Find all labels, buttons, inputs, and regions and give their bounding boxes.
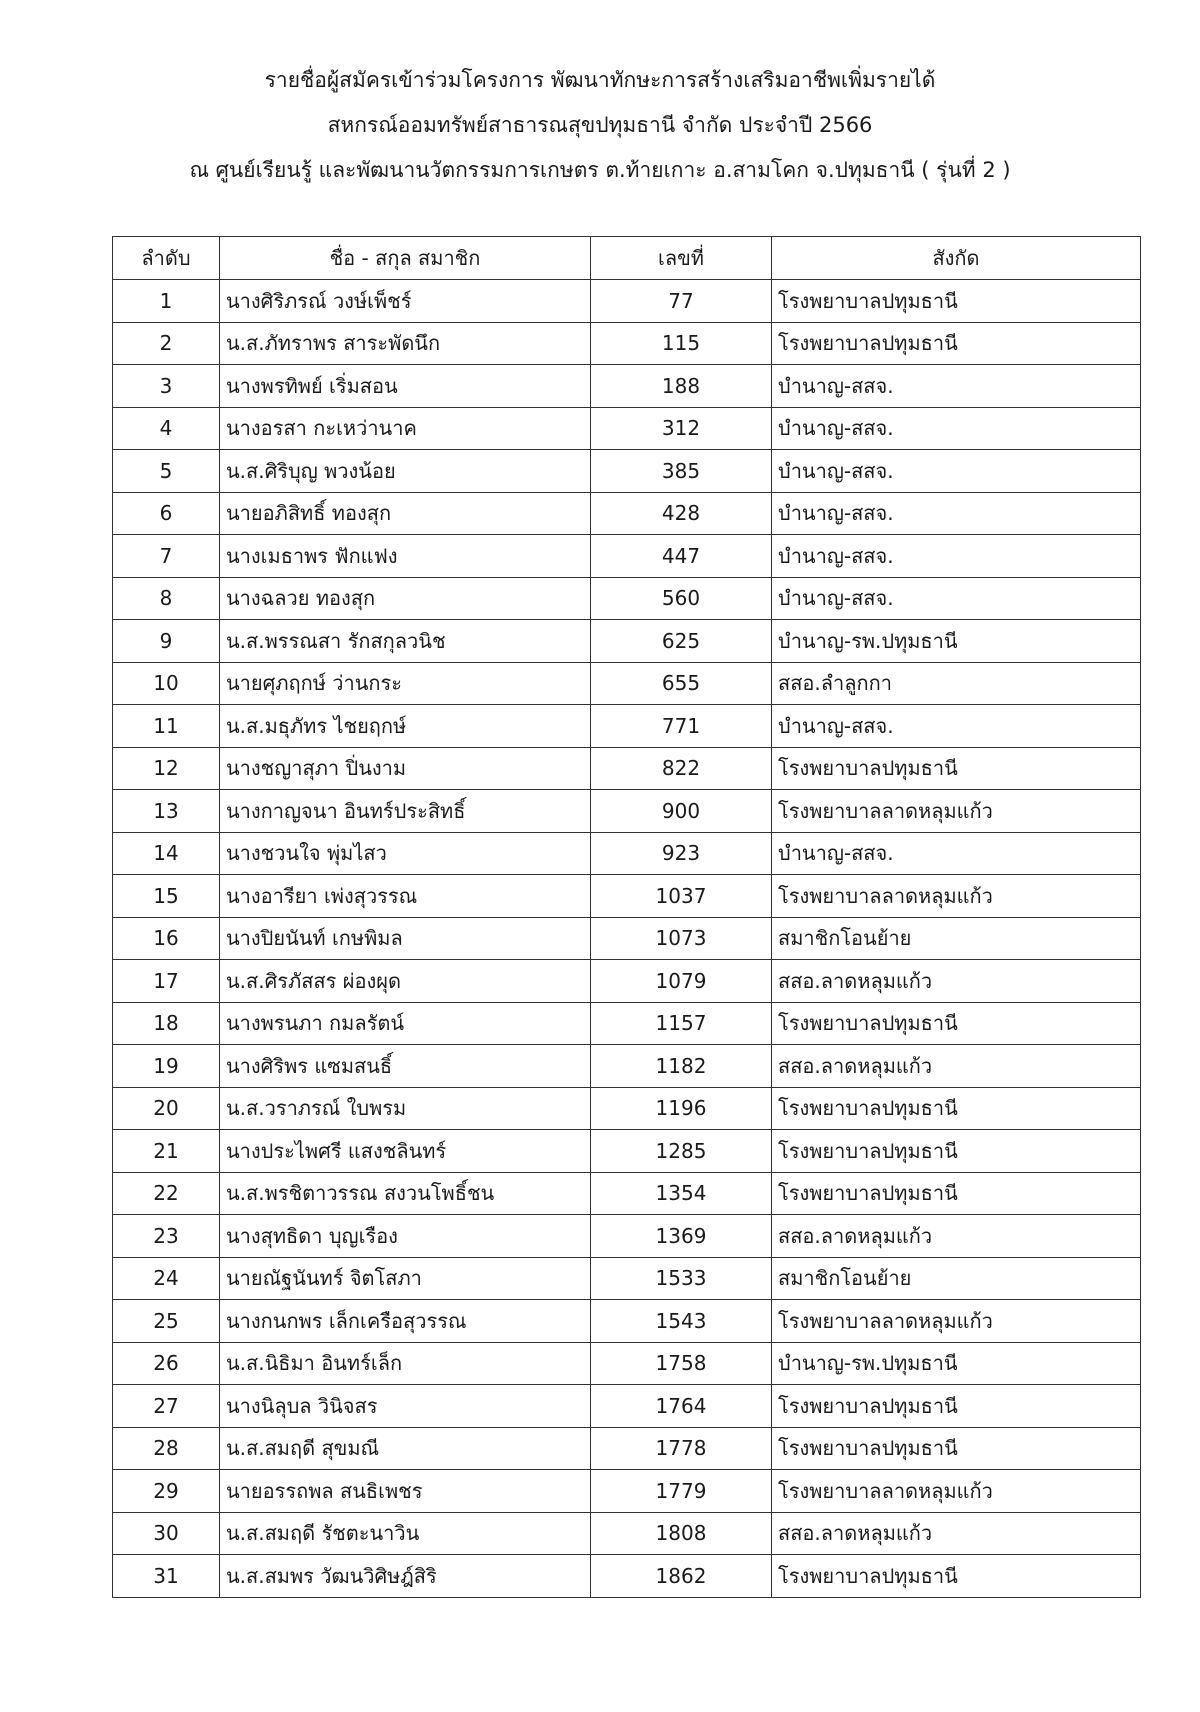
table-row xyxy=(113,1257,1141,1300)
document-header xyxy=(0,58,1200,193)
member-name: นายอภิสิทธิ์ ทองสุก xyxy=(220,492,591,535)
member-number: 1764 xyxy=(591,1385,772,1428)
row-order: 4 xyxy=(113,407,220,450)
row-order: 12 xyxy=(113,747,220,790)
member-affiliation: โรงพยาบาลปทุมธานี xyxy=(772,747,1141,790)
table-row xyxy=(113,1555,1141,1598)
member-affiliation: บำนาญ-สสจ. xyxy=(772,492,1141,535)
row-order: 31 xyxy=(113,1555,220,1598)
member-name: นายอรรถพล สนธิเพชร xyxy=(220,1470,591,1513)
row-order: 29 xyxy=(113,1470,220,1513)
row-order: 5 xyxy=(113,450,220,493)
row-order: 20 xyxy=(113,1087,220,1130)
table-row xyxy=(113,1427,1141,1470)
table-row xyxy=(113,1300,1141,1343)
member-affiliation: สสอ.ลาดหลุมแก้ว xyxy=(772,1045,1141,1088)
member-number: 1779 xyxy=(591,1470,772,1513)
table-row xyxy=(113,620,1141,663)
member-number: 1037 xyxy=(591,875,772,918)
row-order: 28 xyxy=(113,1427,220,1470)
member-number: 188 xyxy=(591,365,772,408)
member-name: น.ส.ภัทราพร สาระพัดนึก xyxy=(220,322,591,365)
member-affiliation: โรงพยาบาลลาดหลุมแก้ว xyxy=(772,1470,1141,1513)
row-order: 16 xyxy=(113,917,220,960)
table-row xyxy=(113,662,1141,705)
member-affiliation: โรงพยาบาลปทุมธานี xyxy=(772,1555,1141,1598)
member-number: 385 xyxy=(591,450,772,493)
member-name: นายณัฐนันทร์ จิตโสภา xyxy=(220,1257,591,1300)
member-name: นายศุภฤกษ์ ว่านกระ xyxy=(220,662,591,705)
row-order: 11 xyxy=(113,705,220,748)
table-row xyxy=(113,1087,1141,1130)
member-name: น.ส.พรรณสา รักสกุลวนิช xyxy=(220,620,591,663)
member-affiliation: บำนาญ-สสจ. xyxy=(772,535,1141,578)
member-affiliation: สสอ.ลาดหลุมแก้ว xyxy=(772,1215,1141,1258)
member-affiliation: บำนาญ-สสจ. xyxy=(772,832,1141,875)
row-order: 9 xyxy=(113,620,220,663)
row-order: 17 xyxy=(113,960,220,1003)
member-affiliation: โรงพยาบาลปทุมธานี xyxy=(772,1002,1141,1045)
row-order: 8 xyxy=(113,577,220,620)
row-order: 7 xyxy=(113,535,220,578)
row-order: 21 xyxy=(113,1130,220,1173)
member-number: 1182 xyxy=(591,1045,772,1088)
row-order: 15 xyxy=(113,875,220,918)
header-member-number: เลขที่ xyxy=(591,237,772,280)
member-affiliation: บำนาญ-รพ.ปทุมธานี xyxy=(772,1342,1141,1385)
member-affiliation: โรงพยาบาลปทุมธานี xyxy=(772,322,1141,365)
table-row xyxy=(113,705,1141,748)
member-number: 447 xyxy=(591,535,772,578)
member-number: 1778 xyxy=(591,1427,772,1470)
table-row xyxy=(113,450,1141,493)
table-header-row xyxy=(113,237,1141,280)
member-affiliation: โรงพยาบาลปทุมธานี xyxy=(772,1130,1141,1173)
member-number: 1758 xyxy=(591,1342,772,1385)
table-row xyxy=(113,917,1141,960)
member-number: 312 xyxy=(591,407,772,450)
table-row xyxy=(113,407,1141,450)
member-name: น.ส.สมฤดี รัชตะนาวิน xyxy=(220,1512,591,1555)
table-row xyxy=(113,1512,1141,1555)
member-number: 900 xyxy=(591,790,772,833)
member-table xyxy=(112,236,1141,1598)
member-name: นางเมธาพร ฟักแฟง xyxy=(220,535,591,578)
member-number: 1808 xyxy=(591,1512,772,1555)
member-name: นางกนกพร เล็กเครือสุวรรณ xyxy=(220,1300,591,1343)
member-name: นางศิริพร แซมสนธิ์ xyxy=(220,1045,591,1088)
table-row xyxy=(113,535,1141,578)
member-number: 1196 xyxy=(591,1087,772,1130)
member-name: น.ส.ศิรภัสสร ผ่องผุด xyxy=(220,960,591,1003)
member-number: 1369 xyxy=(591,1215,772,1258)
member-number: 115 xyxy=(591,322,772,365)
member-name: นางชวนใจ พุ่มไสว xyxy=(220,832,591,875)
header-name: ชื่อ - สกุล สมาชิก xyxy=(220,237,591,280)
member-affiliation: สมาชิกโอนย้าย xyxy=(772,917,1141,960)
member-number: 428 xyxy=(591,492,772,535)
member-number: 1285 xyxy=(591,1130,772,1173)
member-name: น.ส.สมฤดี สุขมณี xyxy=(220,1427,591,1470)
row-order: 1 xyxy=(113,280,220,323)
member-affiliation: โรงพยาบาลปทุมธานี xyxy=(772,1427,1141,1470)
table-row xyxy=(113,280,1141,323)
title-line-3: ณ ศูนย์เรียนรู้ และพัฒนานวัตกรรมการเกษตร ต.ท้ายเกาะ อ.สามโคก จ.ปทุมธานี ( รุ่นที่ 2 ) xyxy=(189,158,1011,182)
member-affiliation: สสอ.ลาดหลุมแก้ว xyxy=(772,960,1141,1003)
member-affiliation: บำนาญ-สสจ. xyxy=(772,450,1141,493)
member-name: น.ส.ศิริบุญ พวงน้อย xyxy=(220,450,591,493)
member-name: นางกาญจนา อินทร์ประสิทธิ์ xyxy=(220,790,591,833)
member-affiliation: โรงพยาบาลลาดหลุมแก้ว xyxy=(772,790,1141,833)
header-order: ลำดับ xyxy=(113,237,220,280)
row-order: 13 xyxy=(113,790,220,833)
table-row xyxy=(113,747,1141,790)
member-affiliation: สสอ.ลำลูกกา xyxy=(772,662,1141,705)
table-row xyxy=(113,1470,1141,1513)
table-row xyxy=(113,832,1141,875)
row-order: 14 xyxy=(113,832,220,875)
member-number: 625 xyxy=(591,620,772,663)
member-number: 771 xyxy=(591,705,772,748)
member-name: นางชญาสุภา ปิ่นงาม xyxy=(220,747,591,790)
table-row xyxy=(113,577,1141,620)
row-order: 18 xyxy=(113,1002,220,1045)
table-row xyxy=(113,1002,1141,1045)
table-row xyxy=(113,492,1141,535)
row-order: 3 xyxy=(113,365,220,408)
member-affiliation: โรงพยาบาลปทุมธานี xyxy=(772,280,1141,323)
member-number: 923 xyxy=(591,832,772,875)
member-name: นางอารียา เพ่งสุวรรณ xyxy=(220,875,591,918)
member-name: นางประไพศรี แสงชลินทร์ xyxy=(220,1130,591,1173)
table-row xyxy=(113,1130,1141,1173)
member-affiliation: สมาชิกโอนย้าย xyxy=(772,1257,1141,1300)
table-row xyxy=(113,875,1141,918)
member-affiliation: โรงพยาบาลปทุมธานี xyxy=(772,1385,1141,1428)
member-name: นางปิยนันท์ เกษพิมล xyxy=(220,917,591,960)
member-number: 77 xyxy=(591,280,772,323)
member-affiliation: โรงพยาบาลลาดหลุมแก้ว xyxy=(772,875,1141,918)
row-order: 26 xyxy=(113,1342,220,1385)
row-order: 24 xyxy=(113,1257,220,1300)
member-number: 1862 xyxy=(591,1555,772,1598)
row-order: 6 xyxy=(113,492,220,535)
table-row xyxy=(113,1172,1141,1215)
member-name: นางนิลุบล วินิจสร xyxy=(220,1385,591,1428)
header-affiliation: สังกัด xyxy=(772,237,1141,280)
table-row xyxy=(113,1385,1141,1428)
table-row xyxy=(113,1045,1141,1088)
member-name: น.ส.วราภรณ์ ใบพรม xyxy=(220,1087,591,1130)
member-name: น.ส.พรชิตาวรรณ สงวนโพธิ์ชน xyxy=(220,1172,591,1215)
row-order: 22 xyxy=(113,1172,220,1215)
member-name: นางอรสา กะเหว่านาค xyxy=(220,407,591,450)
member-name: นางสุทธิดา บุญเรือง xyxy=(220,1215,591,1258)
member-name: นางพรนภา กมลรัตน์ xyxy=(220,1002,591,1045)
member-number: 1354 xyxy=(591,1172,772,1215)
member-name: น.ส.สมพร วัฒนวิศิษฎ์สิริ xyxy=(220,1555,591,1598)
member-number: 655 xyxy=(591,662,772,705)
member-affiliation: โรงพยาบาลปทุมธานี xyxy=(772,1172,1141,1215)
row-order: 23 xyxy=(113,1215,220,1258)
table-row xyxy=(113,1215,1141,1258)
row-order: 27 xyxy=(113,1385,220,1428)
row-order: 30 xyxy=(113,1512,220,1555)
member-number: 1533 xyxy=(591,1257,772,1300)
table-row xyxy=(113,1342,1141,1385)
member-affiliation: โรงพยาบาลลาดหลุมแก้ว xyxy=(772,1300,1141,1343)
table-row xyxy=(113,790,1141,833)
member-affiliation: โรงพยาบาลปทุมธานี xyxy=(772,1087,1141,1130)
member-name: นางพรทิพย์ เริ่มสอน xyxy=(220,365,591,408)
table-row xyxy=(113,322,1141,365)
title-line-1: รายชื่อผู้สมัครเข้าร่วมโครงการ พัฒนาทักษะการสร้างเสริมอาชีพเพิ่มรายได้ xyxy=(264,68,936,92)
row-order: 2 xyxy=(113,322,220,365)
title-line-2: สหกรณ์ออมทรัพย์สาธารณสุขปทุมธานี จำกัด ประจำปี 2566 xyxy=(327,113,873,137)
member-number: 822 xyxy=(591,747,772,790)
member-number: 1079 xyxy=(591,960,772,1003)
member-name: น.ส.นิธิมา อินทร์เล็ก xyxy=(220,1342,591,1385)
row-order: 25 xyxy=(113,1300,220,1343)
member-affiliation: บำนาญ-รพ.ปทุมธานี xyxy=(772,620,1141,663)
member-affiliation: บำนาญ-สสจ. xyxy=(772,577,1141,620)
member-affiliation: สสอ.ลาดหลุมแก้ว xyxy=(772,1512,1141,1555)
member-name: นางฉลวย ทองสุก xyxy=(220,577,591,620)
row-order: 19 xyxy=(113,1045,220,1088)
member-number: 560 xyxy=(591,577,772,620)
member-affiliation: บำนาญ-สสจ. xyxy=(772,365,1141,408)
member-name: นางศิริภรณ์ วงษ์เพ็ชร์ xyxy=(220,280,591,323)
member-name: น.ส.มธุภัทร ไชยฤกษ์ xyxy=(220,705,591,748)
table-row xyxy=(113,960,1141,1003)
table-row xyxy=(113,365,1141,408)
row-order: 10 xyxy=(113,662,220,705)
member-number: 1073 xyxy=(591,917,772,960)
member-affiliation: บำนาญ-สสจ. xyxy=(772,705,1141,748)
member-affiliation: บำนาญ-สสจ. xyxy=(772,407,1141,450)
member-number: 1543 xyxy=(591,1300,772,1343)
member-number: 1157 xyxy=(591,1002,772,1045)
